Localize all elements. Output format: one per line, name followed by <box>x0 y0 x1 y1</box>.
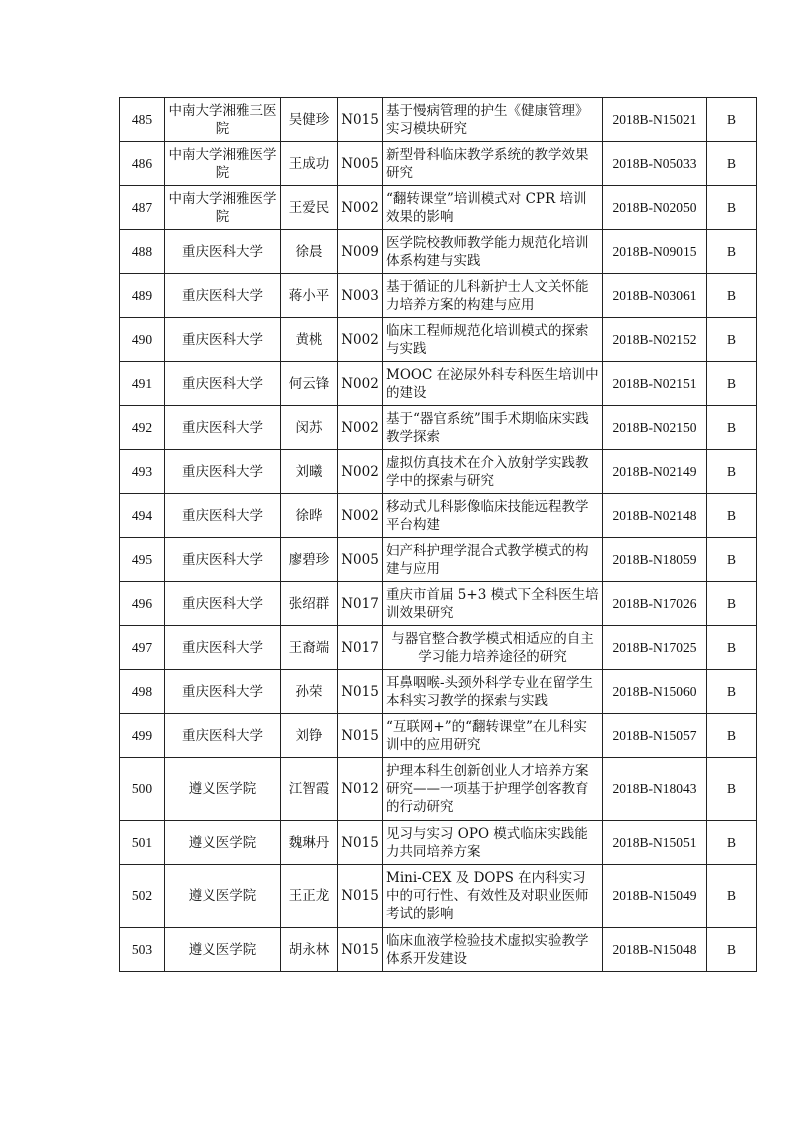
project-title-cell: 移动式儿科影像临床技能远程教学平台构建 <box>383 494 603 538</box>
table-row <box>120 821 757 865</box>
institution-cell: 遵义医学院 <box>165 821 281 865</box>
leader-name-cell: 黄桃 <box>281 318 338 362</box>
project-id-cell: 2018B-N03061 <box>603 274 707 318</box>
project-title-cell: 基于慢病管理的护生《健康管理》实习模块研究 <box>383 98 603 142</box>
table-row <box>120 186 757 230</box>
leader-name-cell: 吴健珍 <box>281 98 338 142</box>
project-title-cell: 临床工程师规范化培训模式的探索与实践 <box>383 318 603 362</box>
institution-cell: 重庆医科大学 <box>165 538 281 582</box>
project-title-cell: 基于循证的儿科新护士人文关怀能力培养方案的构建与应用 <box>383 274 603 318</box>
table-row <box>120 758 757 821</box>
category-code-cell: N002 <box>338 406 383 450</box>
table-row <box>120 626 757 670</box>
leader-name-cell: 蒋小平 <box>281 274 338 318</box>
table-row <box>120 494 757 538</box>
institution-cell: 重庆医科大学 <box>165 670 281 714</box>
project-id-cell: 2018B-N17026 <box>603 582 707 626</box>
project-id-cell: 2018B-N15021 <box>603 98 707 142</box>
project-list-table <box>119 97 757 972</box>
grade-cell: B <box>707 626 757 670</box>
category-code-cell: N015 <box>338 821 383 865</box>
category-code-cell: N003 <box>338 274 383 318</box>
project-title-cell: “互联网+”的“翻转课堂”在儿科实训中的应用研究 <box>383 714 603 758</box>
category-code-cell: N015 <box>338 928 383 972</box>
grade-cell: B <box>707 865 757 928</box>
institution-cell: 重庆医科大学 <box>165 626 281 670</box>
institution-cell: 重庆医科大学 <box>165 714 281 758</box>
project-id-cell: 2018B-N02050 <box>603 186 707 230</box>
grade-cell: B <box>707 318 757 362</box>
leader-name-cell: 徐晨 <box>281 230 338 274</box>
category-code-cell: N015 <box>338 670 383 714</box>
category-code-cell: N002 <box>338 450 383 494</box>
project-id-cell: 2018B-N02149 <box>603 450 707 494</box>
table-row <box>120 865 757 928</box>
leader-name-cell: 孙荣 <box>281 670 338 714</box>
row-number: 495 <box>120 538 165 582</box>
grade-cell: B <box>707 494 757 538</box>
grade-cell: B <box>707 538 757 582</box>
project-id-cell: 2018B-N15051 <box>603 821 707 865</box>
project-title-cell: 基于“器官系统”围手术期临床实践教学探索 <box>383 406 603 450</box>
grade-cell: B <box>707 274 757 318</box>
leader-name-cell: 廖碧珍 <box>281 538 338 582</box>
leader-name-cell: 张绍群 <box>281 582 338 626</box>
table-row <box>120 362 757 406</box>
project-id-cell: 2018B-N17025 <box>603 626 707 670</box>
project-title-cell: 见习与实习 OPO 模式临床实践能力共同培养方案 <box>383 821 603 865</box>
project-title-cell: “翻转课堂”培训模式对 CPR 培训效果的影响 <box>383 186 603 230</box>
grade-cell: B <box>707 230 757 274</box>
table-row <box>120 714 757 758</box>
row-number: 497 <box>120 626 165 670</box>
grade-cell: B <box>707 406 757 450</box>
category-code-cell: N005 <box>338 538 383 582</box>
category-code-cell: N005 <box>338 142 383 186</box>
project-title-cell: 护理本科生创新创业人才培养方案研究——一项基于护理学创客教育的行动研究 <box>383 758 603 821</box>
institution-cell: 中南大学湘雅医学院 <box>165 186 281 230</box>
row-number: 496 <box>120 582 165 626</box>
project-id-cell: 2018B-N15057 <box>603 714 707 758</box>
project-title-cell: 耳鼻咽喉-头颈外科学专业在留学生本科实习教学的探索与实践 <box>383 670 603 714</box>
row-number: 501 <box>120 821 165 865</box>
category-code-cell: N015 <box>338 714 383 758</box>
table-row <box>120 230 757 274</box>
project-title-cell: 妇产科护理学混合式教学模式的构建与应用 <box>383 538 603 582</box>
leader-name-cell: 魏琳丹 <box>281 821 338 865</box>
table-row <box>120 318 757 362</box>
institution-cell: 重庆医科大学 <box>165 582 281 626</box>
leader-name-cell: 王裔端 <box>281 626 338 670</box>
grade-cell: B <box>707 758 757 821</box>
project-title-cell: 临床血液学检验技术虚拟实验教学体系开发建设 <box>383 928 603 972</box>
leader-name-cell: 徐晔 <box>281 494 338 538</box>
grade-cell: B <box>707 670 757 714</box>
grade-cell: B <box>707 714 757 758</box>
institution-cell: 重庆医科大学 <box>165 230 281 274</box>
leader-name-cell: 王爱民 <box>281 186 338 230</box>
project-id-cell: 2018B-N02150 <box>603 406 707 450</box>
project-id-cell: 2018B-N02148 <box>603 494 707 538</box>
institution-cell: 重庆医科大学 <box>165 318 281 362</box>
project-id-cell: 2018B-N05033 <box>603 142 707 186</box>
row-number: 493 <box>120 450 165 494</box>
table-row <box>120 142 757 186</box>
project-id-cell: 2018B-N02152 <box>603 318 707 362</box>
project-id-cell: 2018B-N15060 <box>603 670 707 714</box>
row-number: 502 <box>120 865 165 928</box>
grade-cell: B <box>707 186 757 230</box>
institution-cell: 遵义医学院 <box>165 758 281 821</box>
project-id-cell: 2018B-N15048 <box>603 928 707 972</box>
row-number: 503 <box>120 928 165 972</box>
institution-cell: 遵义医学院 <box>165 865 281 928</box>
institution-cell: 重庆医科大学 <box>165 362 281 406</box>
row-number: 486 <box>120 142 165 186</box>
project-id-cell: 2018B-N18059 <box>603 538 707 582</box>
project-title-cell: 医学院校教师教学能力规范化培训体系构建与实践 <box>383 230 603 274</box>
project-id-cell: 2018B-N15049 <box>603 865 707 928</box>
leader-name-cell: 闵苏 <box>281 406 338 450</box>
row-number: 491 <box>120 362 165 406</box>
grade-cell: B <box>707 362 757 406</box>
table-row <box>120 582 757 626</box>
category-code-cell: N002 <box>338 362 383 406</box>
row-number: 500 <box>120 758 165 821</box>
row-number: 485 <box>120 98 165 142</box>
institution-cell: 中南大学湘雅医学院 <box>165 142 281 186</box>
table-row <box>120 274 757 318</box>
project-title-cell: 与器官整合教学模式相适应的自主学习能力培养途径的研究 <box>383 626 603 670</box>
table-row <box>120 538 757 582</box>
table-row <box>120 670 757 714</box>
category-code-cell: N002 <box>338 186 383 230</box>
project-title-cell: 虚拟仿真技术在介入放射学实践教学中的探索与研究 <box>383 450 603 494</box>
table-row <box>120 406 757 450</box>
leader-name-cell: 胡永林 <box>281 928 338 972</box>
category-code-cell: N015 <box>338 98 383 142</box>
leader-name-cell: 刘曦 <box>281 450 338 494</box>
row-number: 487 <box>120 186 165 230</box>
leader-name-cell: 王成功 <box>281 142 338 186</box>
category-code-cell: N009 <box>338 230 383 274</box>
category-code-cell: N012 <box>338 758 383 821</box>
institution-cell: 重庆医科大学 <box>165 274 281 318</box>
project-id-cell: 2018B-N18043 <box>603 758 707 821</box>
category-code-cell: N017 <box>338 626 383 670</box>
table-row <box>120 928 757 972</box>
grade-cell: B <box>707 928 757 972</box>
project-id-cell: 2018B-N02151 <box>603 362 707 406</box>
institution-cell: 重庆医科大学 <box>165 450 281 494</box>
institution-cell: 遵义医学院 <box>165 928 281 972</box>
leader-name-cell: 王正龙 <box>281 865 338 928</box>
row-number: 494 <box>120 494 165 538</box>
category-code-cell: N002 <box>338 318 383 362</box>
row-number: 498 <box>120 670 165 714</box>
institution-cell: 重庆医科大学 <box>165 494 281 538</box>
category-code-cell: N015 <box>338 865 383 928</box>
grade-cell: B <box>707 582 757 626</box>
grade-cell: B <box>707 450 757 494</box>
grade-cell: B <box>707 821 757 865</box>
category-code-cell: N002 <box>338 494 383 538</box>
leader-name-cell: 何云锋 <box>281 362 338 406</box>
row-number: 490 <box>120 318 165 362</box>
row-number: 488 <box>120 230 165 274</box>
project-title-cell: Mini-CEX 及 DOPS 在内科实习中的可行性、有效性及对职业医师考试的影响 <box>383 865 603 928</box>
institution-cell: 重庆医科大学 <box>165 406 281 450</box>
row-number: 499 <box>120 714 165 758</box>
project-title-cell: 重庆市首届 5+3 模式下全科医生培训效果研究 <box>383 582 603 626</box>
leader-name-cell: 江智霞 <box>281 758 338 821</box>
institution-cell: 中南大学湘雅三医院 <box>165 98 281 142</box>
leader-name-cell: 刘铮 <box>281 714 338 758</box>
row-number: 489 <box>120 274 165 318</box>
project-title-cell: 新型骨科临床教学系统的教学效果研究 <box>383 142 603 186</box>
project-title-cell: MOOC 在泌尿外科专科医生培训中的建设 <box>383 362 603 406</box>
project-id-cell: 2018B-N09015 <box>603 230 707 274</box>
category-code-cell: N017 <box>338 582 383 626</box>
table-row <box>120 98 757 142</box>
row-number: 492 <box>120 406 165 450</box>
table-row <box>120 450 757 494</box>
grade-cell: B <box>707 98 757 142</box>
table-body <box>120 98 757 972</box>
grade-cell: B <box>707 142 757 186</box>
